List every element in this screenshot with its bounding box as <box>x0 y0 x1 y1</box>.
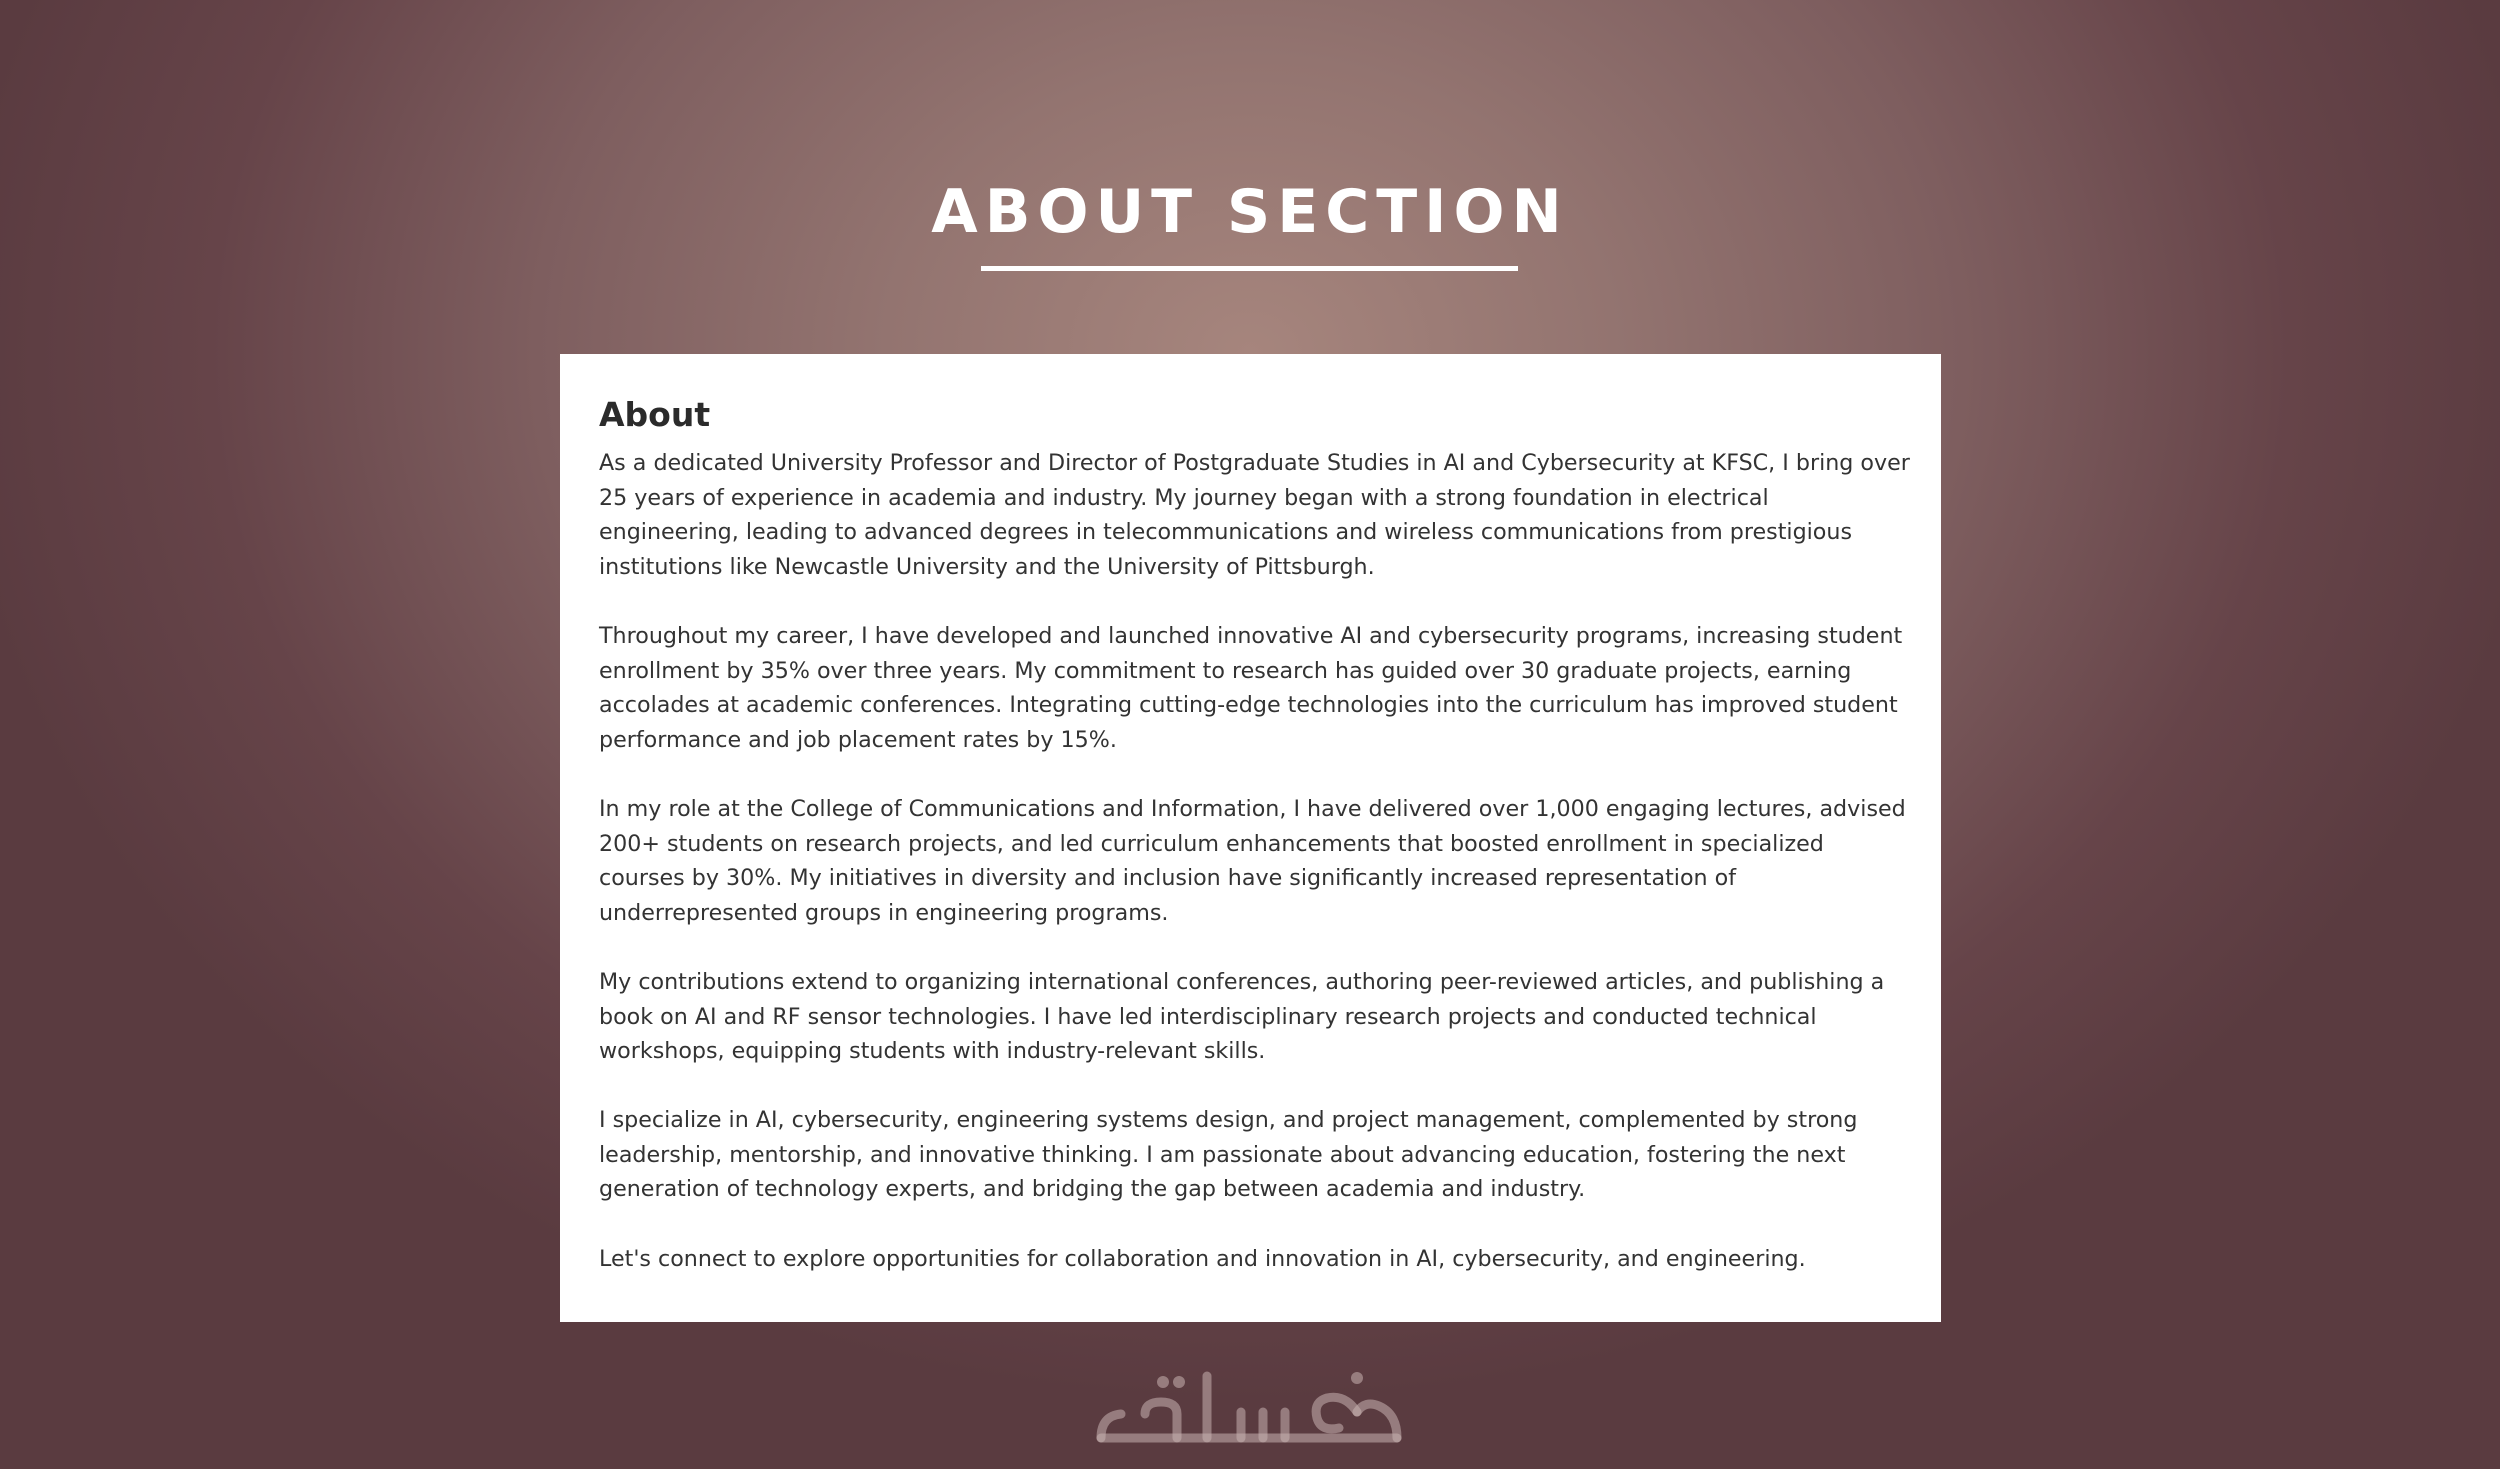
khamsat-logo-watermark <box>1095 1356 1405 1456</box>
section-heading <box>0 170 2500 254</box>
about-paragraph-6: Let's connect to explore opportunities for collaboration and innovation in AI, cybersecurity, and engineering. <box>599 1245 1806 1272</box>
about-paragraph-1: As a dedicated University Professor and Director of Postgraduate Studies in AI and Cybersecurity at KFSC, I bring over 25 years of experience in academia and industry. My journey began with a strong foundation in electrical engineering, leading to advanced degrees in telecommunications and wireless communications from prestigious institutions like Newcastle University and the University of Pittsburgh. <box>599 450 1910 580</box>
about-paragraph-5: I specialize in AI, cybersecurity, engineering systems design, and project management, complemented by strong leadership, mentorship, and innovative thinking. I am passionate about advancing education, fostering the next generation of technology experts, and bridging the gap between academia and industry. <box>599 1107 1858 1203</box>
about-paragraph-3: In my role at the College of Communications and Information, I have delivered over 1,000 engaging lectures, advised 200+ students on research projects, and led curriculum enhancements that boosted enrollment in specialized courses by 30%. My initiatives in diversity and inclusion have significantly increased representation of underrepresented groups in engineering programs. <box>599 795 1906 926</box>
about-paragraph-4: My contributions extend to organizing international conferences, authoring peer-reviewed articles, and publishing a book on AI and RF sensor technologies. I have led interdisciplinary research projects and conducted technical workshops, equipping students with industry-relevant skills. <box>599 968 1885 1065</box>
page-title: ABOUT SECTION <box>931 177 1569 247</box>
about-paragraph-2: Throughout my career, I have developed and launched innovative AI and cybersecurity programs, increasing student enrollment by 35% over three years. My commitment to research has guided over 30 graduate projects, earning accolades at academic conferences. Integrating cutting-edge technologies into the curriculum has improved student performance and job placement rates by 15%. <box>599 622 1903 753</box>
about-heading: About <box>599 395 711 434</box>
title-underline <box>981 266 1518 271</box>
about-card <box>560 354 1941 1322</box>
